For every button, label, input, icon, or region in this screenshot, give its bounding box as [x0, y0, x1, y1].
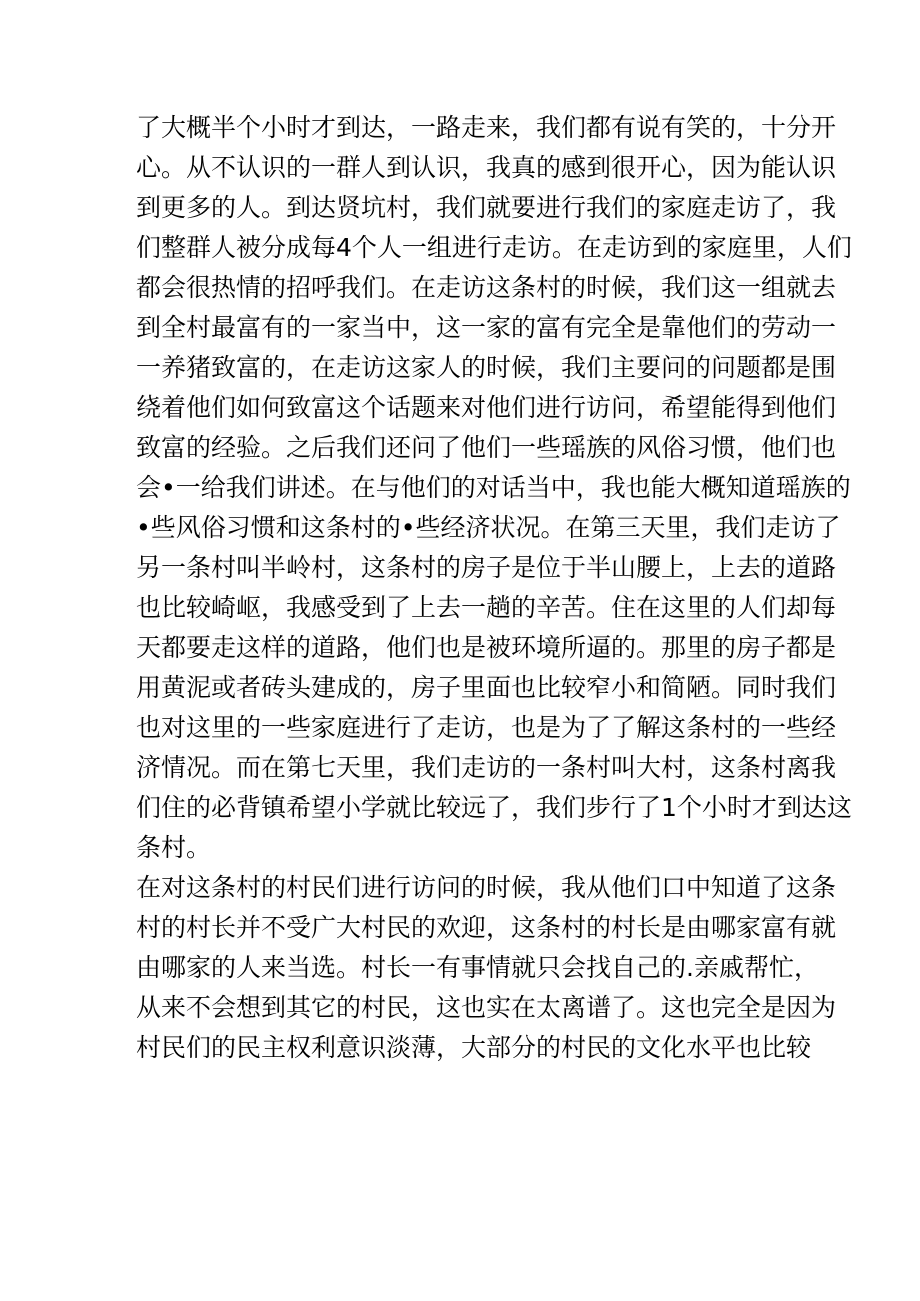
text-line: 在对这条村的村民们进行访问的时候，我从他们口中知道了这条	[136, 873, 837, 902]
text-line: 们住的必背镇希望小学就比较远了，我们步行了1个小时才到达这	[136, 793, 852, 822]
text-line: 致富的经验。之后我们还问了他们一些瑶族的风俗习惯，他们也	[136, 433, 837, 462]
text-line: 济情况。而在第七天里，我们走访的一条村叫大村，这条村离我	[136, 753, 837, 782]
text-line: 由哪家的人来当选。村长一有事情就只会找自己的.亲戚帮忙，	[136, 953, 819, 982]
text-line: 们整群人被分成每4个人一组进行走访。在走访到的家庭里，人们	[136, 233, 852, 262]
text-line: 心。从不认识的一群人到认识，我真的感到很开心，因为能认识	[136, 153, 837, 182]
text-line: 条村。	[136, 833, 212, 862]
text-line: 从来不会想到其它的村民，这也实在太离谱了。这也完全是因为	[136, 993, 837, 1022]
text-line: 会•一给我们讲述。在与他们的对话当中，我也能大概知道瑶族的	[136, 473, 851, 502]
text-line: 到全村最富有的一家当中，这一家的富有完全是靠他们的劳动一	[136, 313, 837, 342]
text-line: 天都要走这样的道路，他们也是被环境所逼的。那里的房子都是	[136, 633, 837, 662]
text-line: 村民们的民主权利意识淡薄，大部分的村民的文化水平也比较	[136, 1033, 812, 1062]
text-line: 用黄泥或者砖头建成的，房子里面也比较窄小和简陋。同时我们	[136, 673, 837, 702]
text-line: 也比较崎岖，我感受到了上去一趟的辛苦。住在这里的人们却每	[136, 593, 837, 622]
text-line: 了大概半个小时才到达，一路走来，我们都有说有笑的，十分开	[136, 113, 837, 142]
text-line: 村的村长并不受广大村民的欢迎，这条村的村长是由哪家富有就	[136, 913, 837, 942]
text-line: 也对这里的一些家庭进行了走访，也是为了了解这条村的一些经	[136, 713, 837, 742]
text-line: 绕着他们如何致富这个话题来对他们进行访问，希望能得到他们	[136, 393, 837, 422]
text-line: 到更多的人。到达贤坑村，我们就要进行我们的家庭走访了，我	[136, 193, 837, 222]
text-line: 都会很热情的招呼我们。在走访这条村的时候，我们这一组就去	[136, 273, 837, 302]
body-text	[136, 108, 852, 1068]
text-line: •些风俗习惯和这条村的•些经济状况。在第三天里，我们走访了	[136, 513, 841, 542]
text-line: 一养猪致富的，在走访这家人的时候，我们主要问的问题都是围	[136, 353, 837, 382]
text-line: 另一条村叫半岭村，这条村的房子是位于半山腰上，上去的道路	[136, 553, 837, 582]
